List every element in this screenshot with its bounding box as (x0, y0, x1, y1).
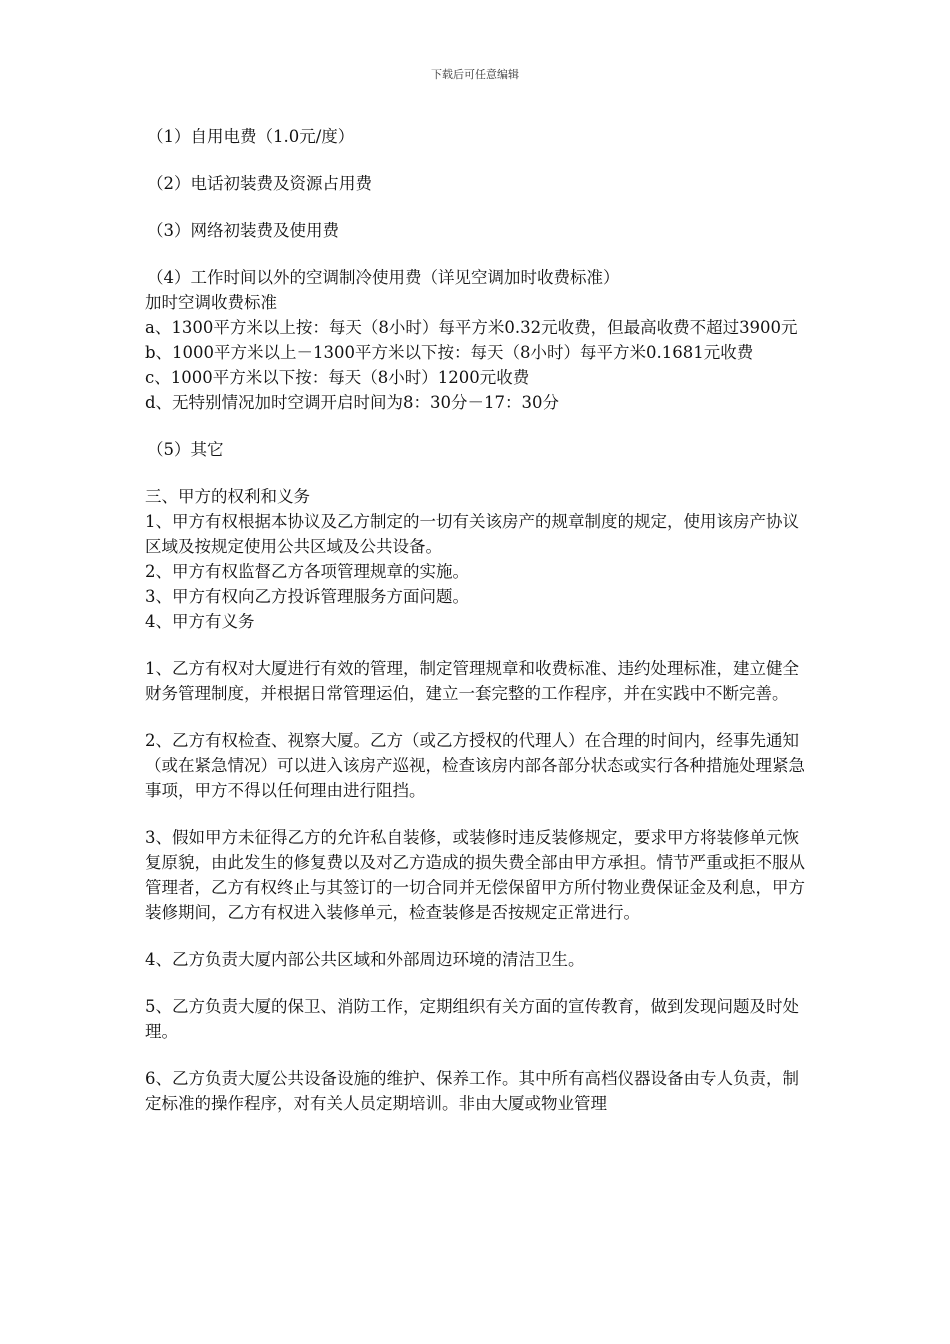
party-b-paragraph-6: 6、乙方负责大厦公共设备设施的维护、保养工作。其中所有高档仪器设备由专人负责，制定标准的操作程序，对有关人员定期培训。非由大厦或物业管理 (145, 1069, 799, 1113)
fee-item-4: （4）工作时间以外的空调制冷使用费（详见空调加时收费标准） (147, 268, 620, 287)
fee-item-1: （1）自用电费（1.0元/度） (147, 127, 355, 146)
party-a-right-2: 2、甲方有权监督乙方各项管理规章的实施。 (145, 562, 469, 581)
fee-item-5: （5）其它 (147, 440, 224, 459)
section-title-party-a: 三、甲方的权利和义务 (145, 487, 310, 506)
party-b-paragraph-2: 2、乙方有权检查、视察大厦。乙方（或乙方授权的代理人）在合理的时间内，经事先通知（或在紧急情况）可以进入该房产巡视，检查该房内部各部分状态或实行各种措施处理紧急事项，甲方不得以任何理由进行阻挡。 (145, 731, 805, 800)
page-header: 下载后可任意编辑 (431, 68, 519, 81)
ac-standard-title: 加时空调收费标准 (145, 293, 277, 312)
party-a-right-3: 3、甲方有权向乙方投诉管理服务方面问题。 (145, 587, 469, 606)
party-a-right-1: 1、甲方有权根据本协议及乙方制定的一切有关该房产的规章制度的规定，使用该房产协议区域及按规定使用公共区域及公共设备。 (145, 512, 799, 556)
party-b-paragraph-3: 3、假如甲方未征得乙方的允许私自装修，或装修时违反装修规定，要求甲方将装修单元恢复原貌，由此发生的修复费以及对乙方造成的损失费全部由甲方承担。情节严重或拒不服从管理者，乙方有权终止与其签订的一切合同并无偿保留甲方所付物业费保证金及利息，甲方装修期间，乙方有权进入装修单元，检查装修是否按规定正常进行。 (145, 828, 805, 922)
ac-standard-b: b、1000平方米以上－1300平方米以下按：每天（8小时）每平方米0.1681元收费 (145, 343, 754, 362)
party-b-paragraph-1: 1、乙方有权对大厦进行有效的管理，制定管理规章和收费标准、违约处理标准，建立健全财务管理制度，并根据日常管理运伯，建立一套完整的工作程序，并在实践中不断完善。 (145, 659, 799, 703)
party-a-right-4: 4、甲方有义务 (145, 612, 255, 631)
fee-item-3: （3）网络初装费及使用费 (147, 221, 339, 240)
party-b-paragraph-4: 4、乙方负责大厦内部公共区域和外部周边环境的清洁卫生。 (145, 950, 585, 969)
ac-standard-c: c、1000平方米以下按：每天（8小时）1200元收费 (145, 368, 530, 387)
ac-standard-d: d、无特别情况加时空调开启时间为8：30分－17：30分 (145, 393, 560, 412)
document-body (145, 124, 810, 1116)
party-b-paragraph-5: 5、乙方负责大厦的保卫、消防工作，定期组织有关方面的宣传教育，做到发现问题及时处理。 (145, 997, 799, 1041)
fee-item-2: （2）电话初装费及资源占用费 (147, 174, 372, 193)
ac-standard-a: a、1300平方米以上按：每天（8小时）每平方米0.32元收费，但最高收费不超过3900元 (145, 318, 798, 337)
